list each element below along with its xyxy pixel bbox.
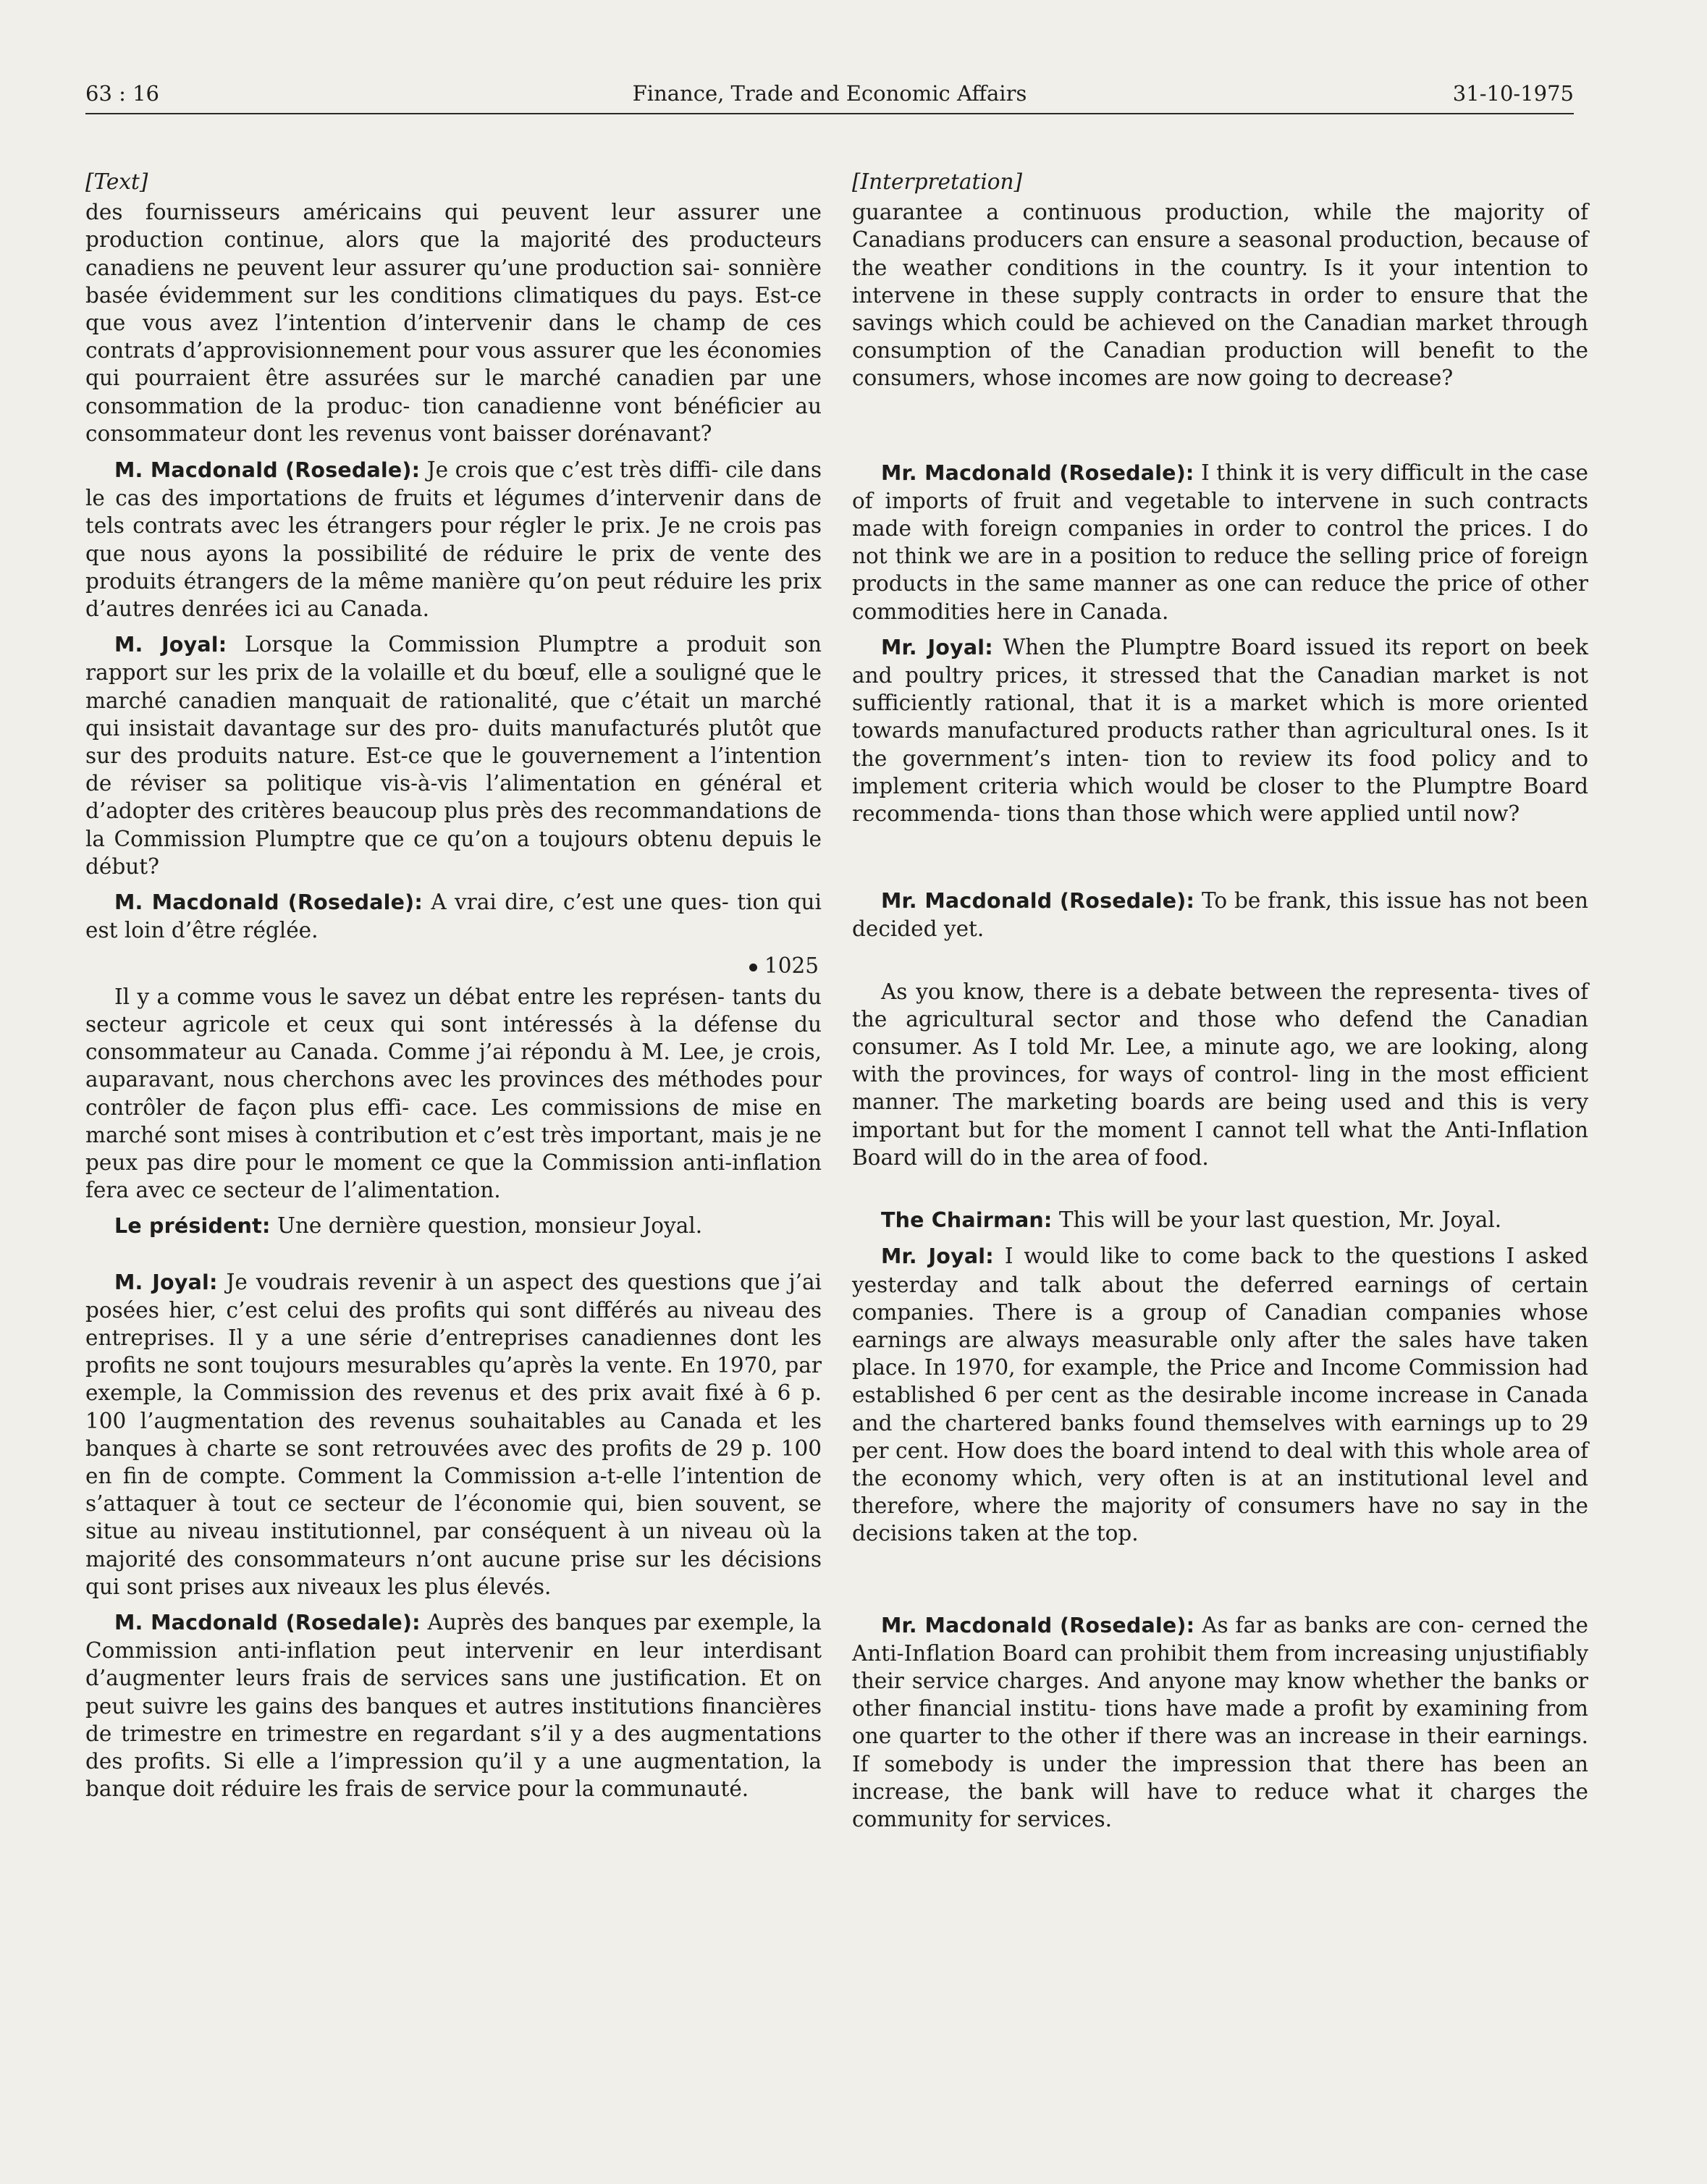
paragraph-text: Je voudrais revenir à un aspect des questions que j’ai posées hier, c’est celui des profits qui sont différés au niveau des entreprises. Il y a une série d’entreprises canadiennes dont les profits ne sont toujours mesurables qu’après la vente. En 1970, par exemple, la Commission des revenus et des prix avait fixé à 6 p. 100 l’augmentation des revenus souhaitables au Canada et les banques à charte se sont retrouvées avec des profits de 29 p. 100 en fin de compte. Comment la Commission a-t-elle l’intention de s’attaquer à tout ce secteur de l’économie qui, bien souvent, se situe au niveau institutionnel, par conséquent à un niveau où la majorité des consommateurs n’ont aucune prise sur les décisions qui sont prises aux niveaux les plus élevés. <box>85 1269 822 1599</box>
paragraph-text: I think it is very difficult in the case of imports of fruit and vegetable to intervene in such contracts made with foreign companies in order to control the prices. I do not think we are in a position to reduce the selling price of foreign products in the same manner as one can reduce the price of other commodities here in Canada. <box>852 460 1588 624</box>
paragraph-text: Je crois que c’est très diffi- cile dans le cas des importations de fruits et légumes d’intervenir dans de tels contrats avec les étrangers pour régler le prix. Je ne crois pas que nous ayons la possibilité de réduire le prix de vente des produits étrangers de la même manière qu’on peut réduire les prix d’autres denrées ici au Canada. <box>85 458 822 622</box>
paragraph-text: To be frank, this issue has not been decided yet. <box>852 888 1588 942</box>
paragraph: Il y a comme vous le savez un débat entre les représen- tants du secteur agricole et ceux qui sont intéressés à la défense du consommateur au Canada. Comme j’ai répondu à M. Lee, je crois, auparavant, nous cherchons avec les provinces des méthodes pour contrôler de façon plus effi- cace. Les commissions de mise en marché sont mises à contribution et c’est très important, mais je ne peux pas dire pour le moment ce que la Commission anti-inflation fera avec ce secteur de l’alimentation. <box>85 984 822 1203</box>
speaker-name: Le président: <box>114 1214 271 1239</box>
speaker-name: M. Macdonald (Rosedale): <box>114 458 421 483</box>
speaker-name: M. Joyal: <box>114 633 227 657</box>
header-rule <box>85 113 1574 114</box>
paragraph <box>852 459 1588 625</box>
column-heading: [Text] <box>85 169 148 194</box>
paragraph <box>852 1242 1588 1547</box>
paragraph <box>85 1212 822 1240</box>
paragraph <box>85 1609 822 1803</box>
speaker-name: M. Macdonald (Rosedale): <box>114 1610 421 1635</box>
paragraph <box>85 456 822 623</box>
time-marker <box>85 952 819 979</box>
paragraph-text: I would like to come back to the questions I asked yesterday and talk about the deferred earnings of certain companies. There is a group of Canadian companies whose earnings are always measurable only after the sales have taken place. In 1970, for example, the Price and Income Commission had established 6 per cent as the desirable income increase in Canada and the chartered banks found themselves with earnings up to 29 per cent. How does the board intend to deal with this whole area of the economy which, very often is at an institutional level and therefore, where the majority of consumers have no say in the decisions taken at the top. <box>852 1244 1589 1546</box>
page-number: 63 : 16 <box>85 81 160 106</box>
speaker-name: The Chairman: <box>881 1208 1053 1233</box>
paragraph <box>852 1611 1588 1834</box>
speaker-name: Mr. Joyal: <box>881 1244 994 1269</box>
speaker-name: Mr. Macdonald (Rosedale): <box>881 889 1195 914</box>
speaker-name: M. Joyal: <box>114 1270 218 1294</box>
french-column <box>85 168 822 1810</box>
paragraph <box>852 1206 1588 1234</box>
paragraph-text: A vrai dire, c’est une ques- tion qui est loin d’être réglée. <box>85 890 822 943</box>
paragraph-text: Auprès des banques par exemple, la Commission anti-inflation peut intervenir en leur interdisant d’augmenter leurs frais de services sans une justification. Et on peut suivre les gains des banques et autres institutions financières de trimestre en trimestre en regardant s’il y a des augmentations des profits. Si elle a l’impression qu’il y a une augmentation, la banque doit réduire les frais de service pour la communauté. <box>85 1609 822 1802</box>
paragraph <box>852 887 1588 943</box>
paragraph: As you know, there is a debate between the representa- tives of the agricultural sector and those who defend the Canadian consumer. As I told Mr. Lee, a minute ago, we are looking, along with the provinces, for ways of control- ling in the most efficient manner. The marketing boards are being used and this is very important but for the moment I cannot tell what the Anti-Inflation Board will do in the area of food. <box>852 979 1588 1170</box>
running-title: Finance, Trade and Economic Affairs <box>632 81 1027 106</box>
bullet-icon <box>749 964 757 971</box>
paragraph <box>85 888 822 944</box>
paragraph <box>85 1268 822 1601</box>
column-heading: [Interpretation] <box>852 169 1023 194</box>
paragraph-text: This will be your last question, Mr. Joyal. <box>1052 1207 1502 1233</box>
paragraph: guarantee a continuous production, while the majority of Canadians producers can ensure a seasonal production, because of the weather conditions in the country. Is it your intention to intervene in these supply contracts in order to ensure that the savings which could be achieved on the Canadian market through consumption of the Canadian production will benefit to the consumers, whose incomes are now going to decrease? <box>852 200 1588 391</box>
paragraph-text: When the Plumptre Board issued its report on beek and poultry prices, it stressed that the Canadian market is not sufficiently rational, that it is a market which is more oriented towards manufactured products rather than agricultural ones. Is it the government’s inten- tion to review its food policy and to implement criteria which would be closer to the Plumptre Board recommenda- tions than those which were applied until now? <box>852 634 1588 827</box>
english-column <box>852 168 1588 1841</box>
paragraph <box>852 633 1588 827</box>
paragraph-text: As far as banks are con- cerned the Anti-Inflation Board can prohibit them from increasing unjustifiably their service charges. And anyone may know whether the banks or other financial institu- tions have made a profit by examining from one quarter to the other if there was an increase in their earnings. If somebody is under the impression that there has been an increase, the bank will have to reduce what it charges the community for services. <box>852 1612 1588 1831</box>
header-date: 31-10-1975 <box>1452 81 1574 106</box>
page-header <box>85 81 1574 117</box>
paragraph-text: Une dernière question, monsieur Joyal. <box>270 1213 703 1239</box>
speaker-name: M. Macdonald (Rosedale): <box>114 890 423 915</box>
time-value: 1025 <box>764 953 819 979</box>
speaker-name: Mr. Macdonald (Rosedale): <box>881 1613 1195 1637</box>
speaker-name: Mr. Macdonald (Rosedale): <box>881 460 1194 485</box>
paragraph <box>85 631 822 880</box>
paragraph: des fournisseurs américains qui peuvent leur assurer une production continue, alors que la majorité des producteurs canadiens ne peuvent leur assurer qu’une production sai- sonnière basée évidemment sur les conditions climatiques du pays. Est-ce que vous avez l’intention d’intervenir dans le champ de ces contrats d’approvisionnement pour vous assurer que les économies qui pourraient être assurées sur le marché canadien par une consommation de la produc- tion canadienne vont bénéficier au consommateur dont les revenus vont baisser dorénavant? <box>85 200 822 446</box>
speaker-name: Mr. Joyal: <box>881 635 993 659</box>
paragraph-text: Lorsque la Commission Plumptre a produit son rapport sur les prix de la volaille et du bœuf, elle a souligné que le marché canadien manquait de rationalité, que c’était un marché qui insistait davantage sur des pro- duits manufacturés plutôt que sur des produits nature. Est-ce que le gouvernement a l’intention de réviser sa politique vis-à-vis l’alimentation en général et d’adopter des critères beaucoup plus près des recommandations de la Commission Plumptre que ce qu’on a toujours obtenu depuis le début? <box>85 632 822 879</box>
